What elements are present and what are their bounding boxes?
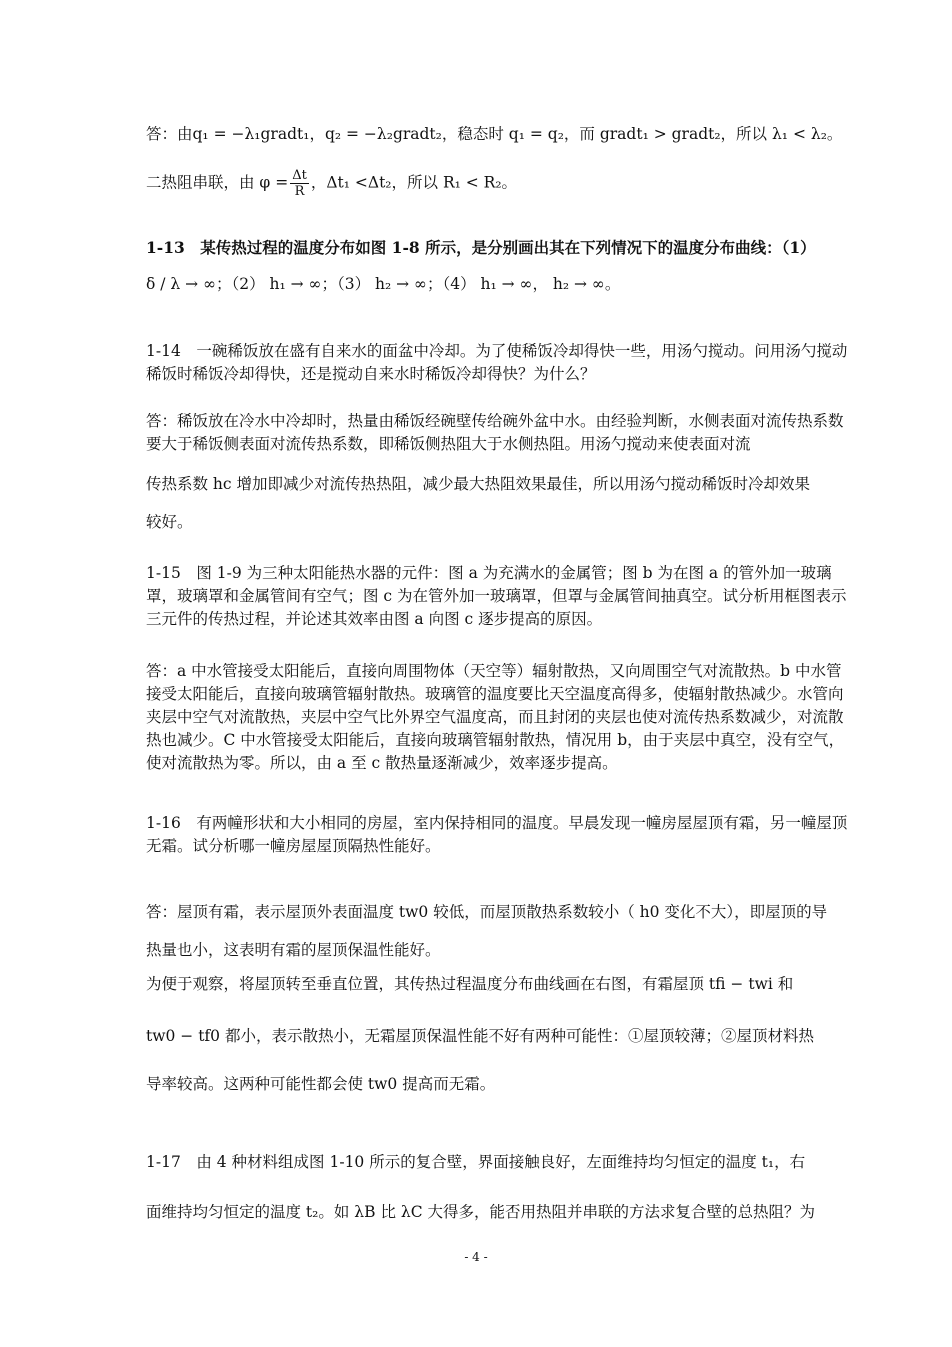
- answer-1-12-line2-pre: 二热阻串联，由 φ =: [146, 173, 289, 192]
- answer-1-16-line5: 导率较高。这两种可能性都会使 tw0 提高而无霜。: [146, 1075, 496, 1093]
- page-number: - 4 -: [464, 1250, 488, 1264]
- answer-1-16-line2: 热量也小，这表明有霜的屋顶保温性能好。: [146, 941, 441, 959]
- formula-fraction: [290, 168, 309, 199]
- fraction-denominator: R: [294, 184, 305, 199]
- answer-1-14-line2: 传热系数 hc 增加即减少对流传热热阻，减少最大热阻效果最佳，所以用汤勺搅动稀饭时冷却效果: [146, 475, 811, 493]
- answer-1-12-line2: [146, 168, 852, 199]
- question-1-13-line2: δ / λ → ∞；（2） h₁ → ∞；（3） h₂ → ∞；（4） h₁ → ∞， h₂ → ∞。: [146, 275, 621, 293]
- question-1-16: 1-16 有两幢形状和大小相同的房屋，室内保持相同的温度。早晨发现一幢房屋屋顶有霜，另一幢屋顶无霜。试分析哪一幢房屋屋顶隔热性能好。: [146, 814, 848, 855]
- answer-1-14-para: 答：稀饭放在冷水中冷却时，热量由稀饭经碗壁传给碗外盆中水。由经验判断，水侧表面对流传热系数要大于稀饭侧表面对流传热系数，即稀饭侧热阻大于水侧热阻。用汤勺搅动来使表面对流: [146, 412, 844, 453]
- answer-1-14-line3: 较好。: [146, 513, 193, 531]
- answer-1-12-line1: 答：由q₁ = −λ₁gradt₁，q₂ = −λ₂gradt₂，稳态时 q₁ = q₂，而 gradt₁ > gradt₂，所以 λ₁ < λ₂。: [146, 125, 843, 143]
- answer-1-16-line3: 为便于观察，将屋顶转至垂直位置，其传热过程温度分布曲线画在右图，有霜屋顶 tfi − twi 和: [146, 975, 794, 993]
- question-1-17-line2: 面维持均匀恒定的温度 t₂。如 λB 比 λC 大得多，能否用热阻并串联的方法求复合壁的总热阻？为: [146, 1203, 815, 1221]
- question-1-14: 1-14 一碗稀饭放在盛有自来水的面盆中冷却。为了使稀饭冷却得快一些，用汤勺搅动。问用汤勺搅动稀饭时稀饭冷却得快，还是搅动自来水时稀饭冷却得快？为什么？: [146, 342, 848, 383]
- answer-1-16-line4: tw0 − tf0 都小，表示散热小，无霜屋顶保温性能不好有两种可能性：①屋顶较薄；②屋顶材料热: [146, 1027, 814, 1045]
- answer-1-16-line1: 答：屋顶有霜，表示屋顶外表面温度 tw0 较低，而屋顶散热系数较小（ h0 变化不大），即屋顶的导: [146, 903, 828, 921]
- question-1-13-line1: 1-13 某传热过程的温度分布如图 1-8 所示，是分别画出其在下列情况下的温度分布曲线：（1）: [146, 238, 816, 257]
- answer-1-12-line2-post: ，Δt₁ <Δt₂，所以 R₁ < R₂。: [310, 173, 518, 192]
- answer-1-15: 答：a 中水管接受太阳能后，直接向周围物体（天空等）辐射散热，又向周围空气对流散热。b 中水管接受太阳能后，直接向玻璃管辐射散热。玻璃管的温度要比天空温度高得多，使辐射散热减少。水管向夹层中空气对流散热，夹层中空气比外界空气温度高，而且封闭的夹层也使对流传热系数减少，对流散热也减少。C 中水管接受太阳能后，直接向玻璃管辐射散热，情况用 b，由于夹层中真空，没有空气，使对流散热为零。所以，由 a 至 c 散热量逐渐减少，效率逐步提高。: [146, 662, 845, 772]
- question-1-17-line1: 1-17 由 4 种材料组成图 1-10 所示的复合壁，界面接触良好，左面维持均匀恒定的温度 t₁，右: [146, 1153, 806, 1171]
- fraction-numerator: Δt: [292, 168, 307, 183]
- question-1-15: 1-15 图 1-9 为三种太阳能热水器的元件：图 a 为充满水的金属管；图 b 为在图 a 的管外加一玻璃罩，玻璃罩和金属管间有空气；图 c 为在管外加一玻璃罩，但罩与金属管间抽真空。试分析用框图表示三元件的传热过程，并论述其效率由图 a 向图 c 逐步提高的原因。: [146, 564, 847, 628]
